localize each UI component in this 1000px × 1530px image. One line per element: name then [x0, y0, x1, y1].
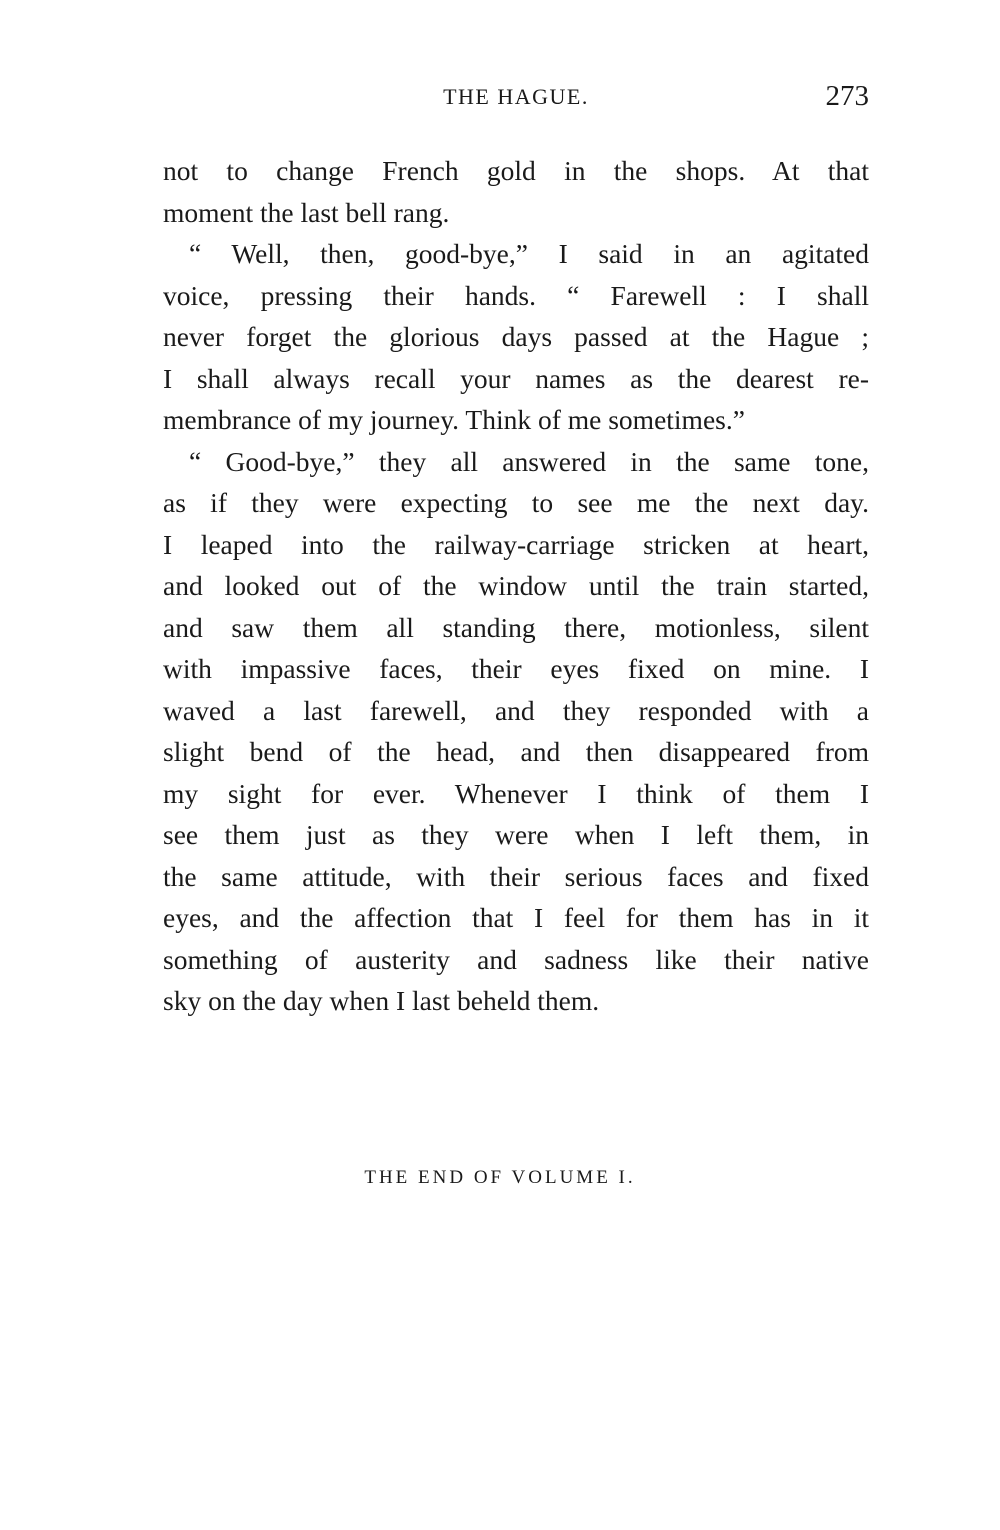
- text-line: and looked out of the window until the train started,: [163, 570, 869, 601]
- body-text: [163, 150, 869, 1022]
- text-line: voice, pressing their hands. “ Farewell : I shall: [163, 279, 869, 311]
- text-line: I leaped into the railway-carriage stricken at heart,: [163, 528, 869, 560]
- text-line: eyes, and the affection that I feel for them has in it: [163, 902, 869, 933]
- text-line: moment the last bell rang.: [163, 196, 450, 228]
- running-title: THE HAGUE.: [443, 84, 589, 109]
- text-line: with impassive faces, their eyes fixed on mine. I: [163, 653, 869, 684]
- end-of-volume-note: THE END OF VOLUME I.: [364, 1167, 636, 1188]
- text-line: my sight for ever. Whenever I think of them I: [163, 777, 869, 809]
- text-line: membrance of my journey. Think of me sometimes.”: [163, 404, 745, 435]
- text-line: and saw them all standing there, motionless, silent: [163, 611, 869, 643]
- text-line: not to change French gold in the shops. At that: [163, 155, 869, 186]
- text-line: I shall always recall your names as the dearest re-: [163, 362, 869, 394]
- text-line: the same attitude, with their serious faces and fixed: [163, 860, 869, 892]
- text-line: waved a last farewell, and they responded with a: [163, 694, 869, 726]
- text-line: slight bend of the head, and then disappeared from: [163, 736, 869, 767]
- text-line: never forget the glorious days passed at the Hague ;: [163, 321, 869, 352]
- text-line: “ Well, then, good-bye,” I said in an agitated: [189, 238, 869, 269]
- text-line: “ Good-bye,” they all answered in the same tone,: [189, 445, 869, 477]
- text-line: something of austerity and sadness like their native: [163, 943, 869, 975]
- page-number: 273: [825, 80, 869, 112]
- text-line: sky on the day when I last beheld them.: [163, 985, 600, 1016]
- text-line: as if they were expecting to see me the next day.: [163, 487, 869, 518]
- text-line: see them just as they were when I left them, in: [163, 819, 869, 850]
- running-head: [163, 80, 869, 120]
